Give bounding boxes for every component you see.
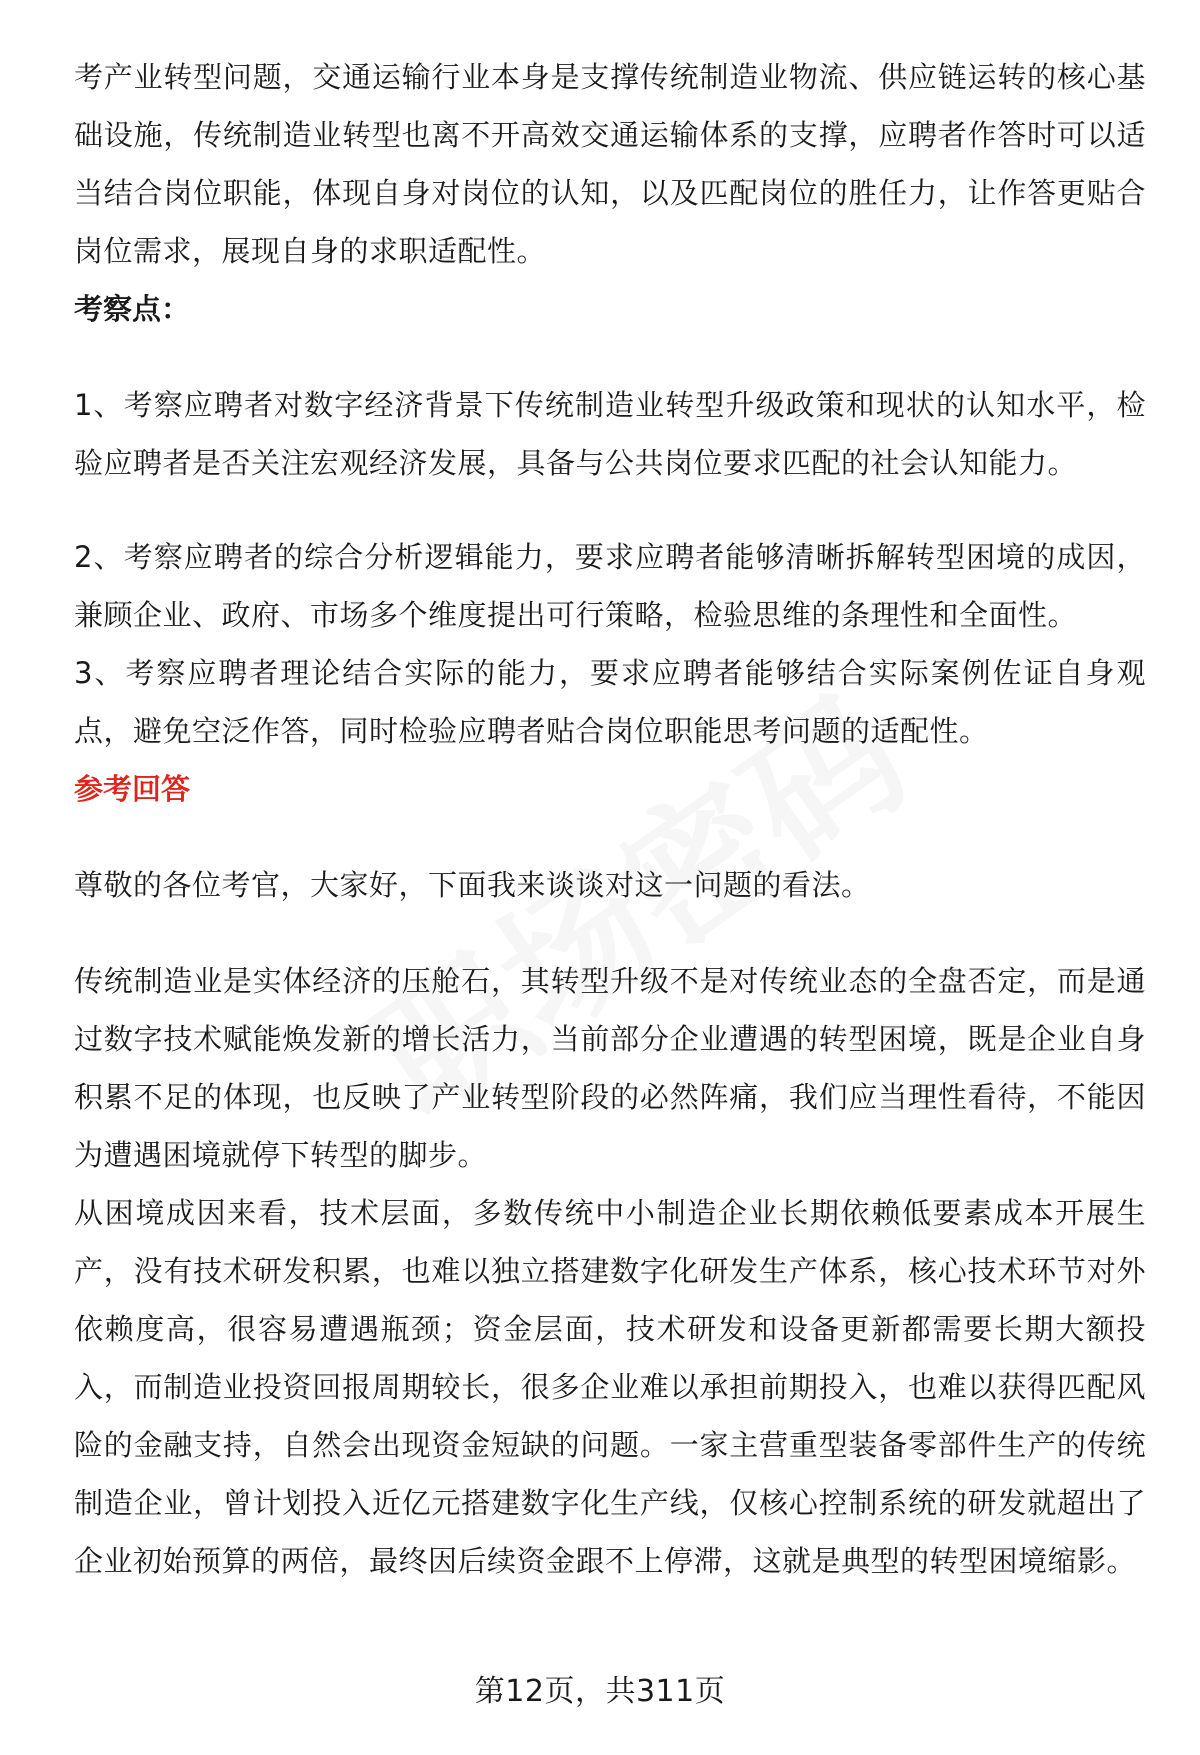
document-page [74, 48, 1146, 1590]
intro-paragraph: 考产业转型问题，交通运输行业本身是支撑传统制造业物流、供应链运转的核心基础设施，传统制造业转型也离不开高效交通运输体系的支撑，应聘者作答时可以适当结合岗位职能，体现自身对岗位的认知，以及匹配岗位的胜任力，让作答更贴合岗位需求，展现自身的求职适配性。 [74, 60, 1146, 268]
examine-point-1: 1、考察应聘者对数字经济背景下传统制造业转型升级政策和现状的认知水平，检验应聘者是否关注宏观经济发展，具备与公共岗位要求匹配的社会认知能力。 [74, 388, 1146, 480]
answer-heading: 参考回答 [74, 772, 191, 806]
examine-point-3: 3、考察应聘者理论结合实际的能力，要求应聘者能够结合实际案例佐证自身观点，避免空泛作答，同时检验应聘者贴合岗位职能思考问题的适配性。 [74, 656, 1146, 748]
examine-point-2: 2、考察应聘者的综合分析逻辑能力，要求应聘者能够清晰拆解转型困境的成因，兼顾企业、政府、市场多个维度提出可行策略，检验思维的条理性和全面性。 [74, 540, 1146, 632]
answer-paragraph-2: 从困境成因来看，技术层面，多数传统中小制造企业长期依赖低要素成本开展生产，没有技术研发积累，也难以独立搭建数字化研发生产体系，核心技术环节对外依赖度高，很容易遭遇瓶颈；资金层面，技术研发和设备更新都需要长期大额投入，而制造业投资回报周期较长，很多企业难以承担前期投入，也难以获得匹配风险的金融支持，自然会出现资金短缺的问题。一家主营重型装备零部件生产的传统制造企业，曾计划投入近亿元搭建数字化生产线，仅核心控制系统的研发就超出了企业初始预算的两倍，最终因后续资金跟不上停滞，这就是典型的转型困境缩影。 [74, 1196, 1146, 1578]
answer-greeting: 尊敬的各位考官，大家好，下面我来谈谈对这一问题的看法。 [74, 868, 871, 902]
answer-paragraph-1: 传统制造业是实体经济的压舱石，其转型升级不是对传统业态的全盘否定，而是通过数字技术赋能焕发新的增长活力，当前部分企业遭遇的转型困境，既是企业自身积累不足的体现，也反映了产业转型阶段的必然阵痛，我们应当理性看待，不能因为遭遇困境就停下转型的脚步。 [74, 964, 1146, 1172]
page-number: 第12页，共311页 [474, 1674, 726, 1709]
examine-heading: 考察点： [74, 292, 191, 326]
